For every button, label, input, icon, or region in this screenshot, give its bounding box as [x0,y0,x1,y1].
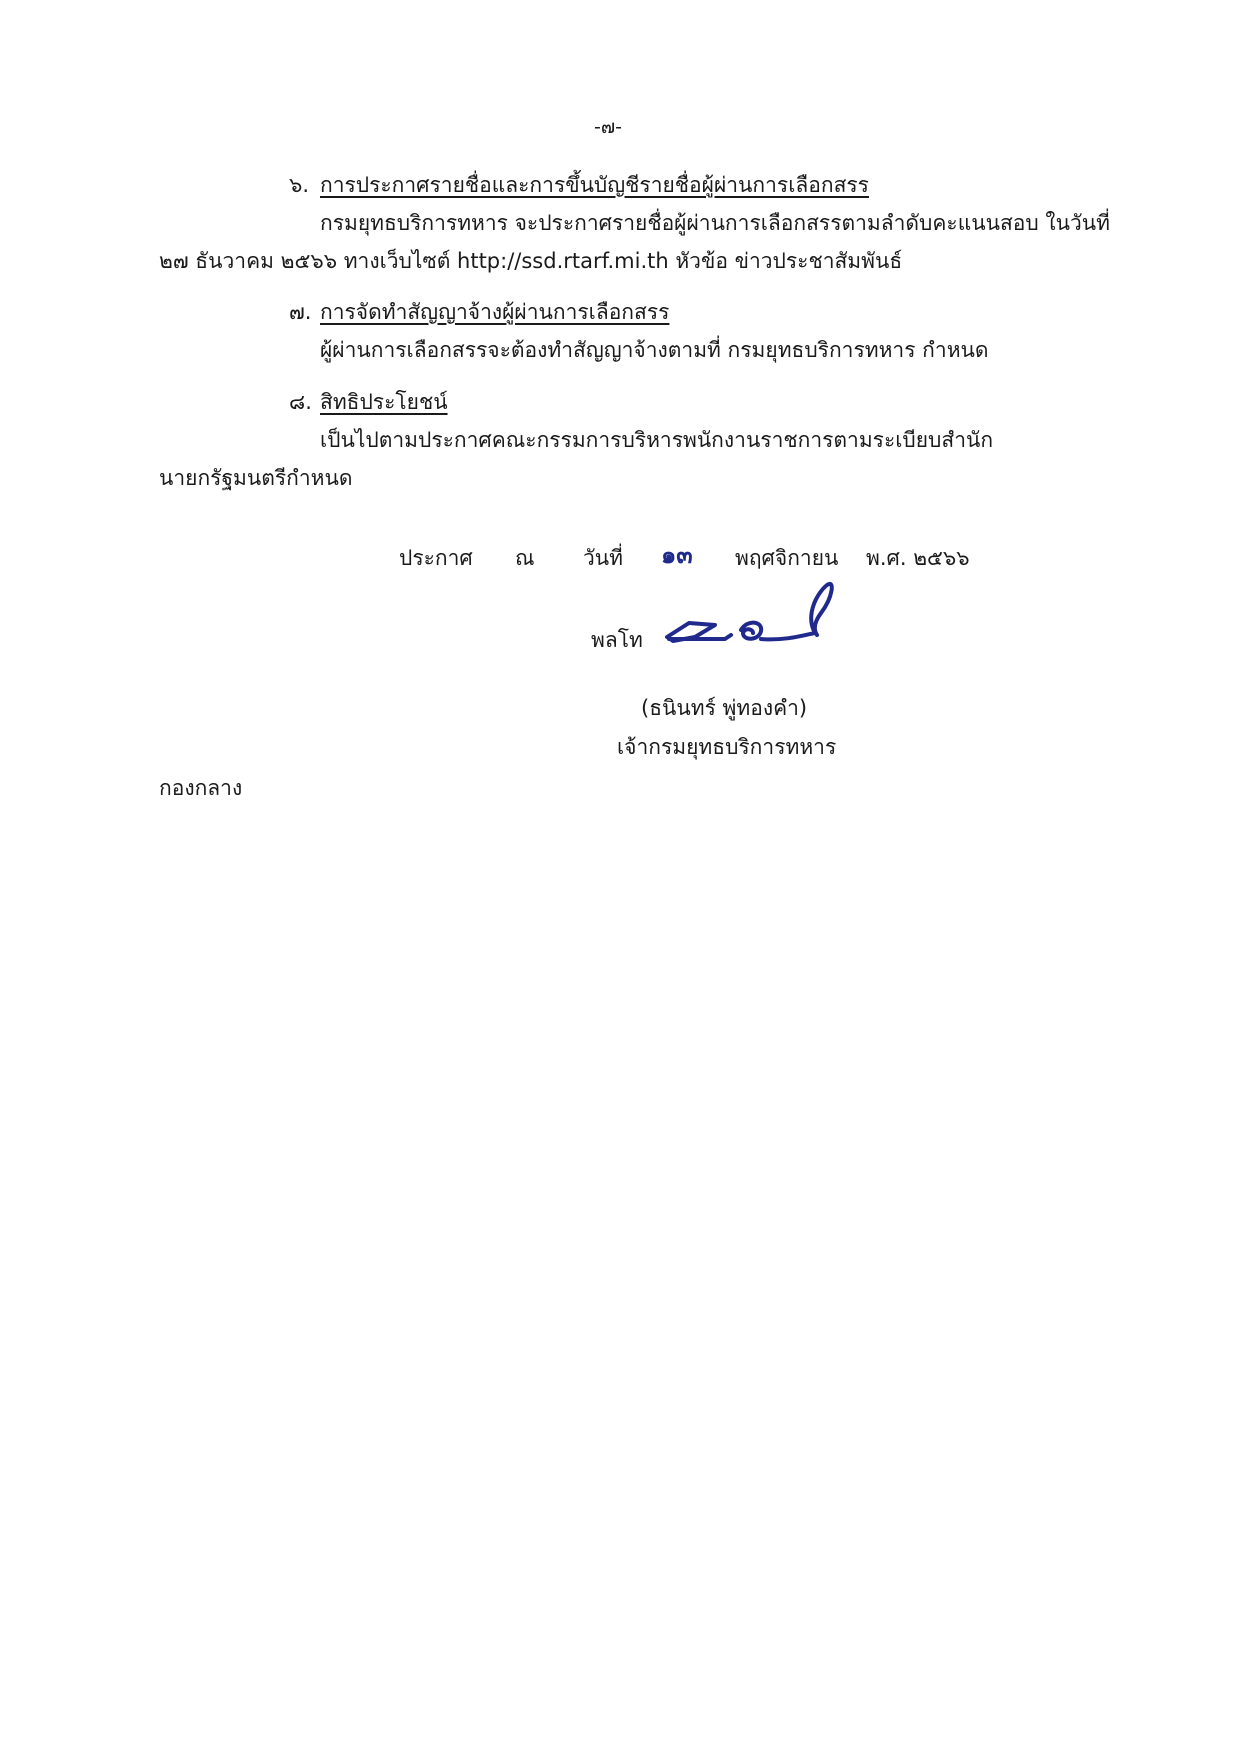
section-7-number: ๗. [289,300,312,324]
section-8-line-2: นายกรัฐมนตรีกำหนด [159,466,353,490]
page-number: -๗- [594,116,622,138]
announcement-year: พ.ศ. ๒๕๖๖ [866,546,970,570]
department-footer: กองกลาง [159,776,243,800]
announcement-at: ณ [515,546,535,570]
handwritten-signature [655,575,840,660]
announcement-day: ๑๓ [661,541,693,569]
section-6-title: การประกาศรายชื่อและการขึ้นบัญชีรายชื่อผู้ผ่านการเลือกสรร [320,173,869,197]
signer-name: (ธนินทร์ พู่ทองคำ) [641,696,808,720]
announcement-label: ประกาศ [399,546,473,570]
section-6-line-1: กรมยุทธบริการทหาร จะประกาศรายชื่อผู้ผ่านการเลือกสรรตามลำดับคะแนนสอบ ในวันที่ [320,211,1110,235]
signer-position: เจ้ากรมยุทธบริการทหาร [617,735,837,759]
announcement-day-label: วันที่ [583,546,623,570]
announcement-month: พฤศจิกายน [735,546,839,570]
section-8-title: สิทธิประโยชน์ [320,390,448,414]
section-8-line-1: เป็นไปตามประกาศคณะกรรมการบริหารพนักงานราชการตามระเบียบสำนัก [320,428,994,452]
section-8-number: ๘. [289,390,312,414]
section-6-line-2: ๒๗ ธันวาคม ๒๕๖๖ ทางเว็บไซต์ http://ssd.rtarf.mi.th หัวข้อ ข่าวประชาสัมพันธ์ [159,249,903,273]
section-7-title: การจัดทำสัญญาจ้างผู้ผ่านการเลือกสรร [320,300,670,324]
section-7-line-1: ผู้ผ่านการเลือกสรรจะต้องทำสัญญาจ้างตามที่ กรมยุทธบริการทหาร กำหนด [320,338,989,362]
signer-rank: พลโท [591,628,643,652]
section-6-number: ๖. [289,173,310,197]
